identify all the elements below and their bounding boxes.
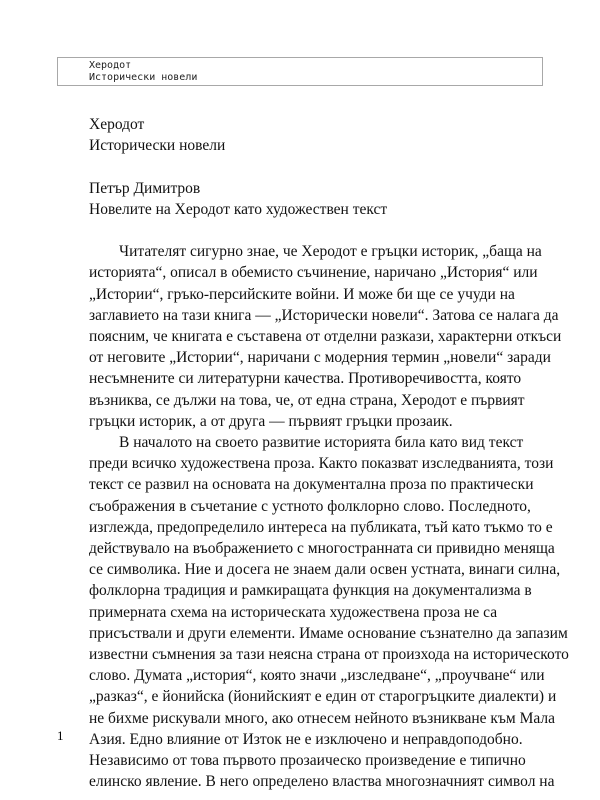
paragraph-line: преди всичко художествена проза. Както показват изследванията, този — [89, 455, 554, 473]
paragraph-line: съображения в съчетание с устното фолклорно слово. Последното, — [89, 497, 531, 515]
paragraph-2 — [89, 432, 569, 792]
body-text — [89, 241, 569, 792]
paragraph-line: изглежда, предопределило интереса на публиката, тъй като тъкмо то е — [89, 518, 553, 536]
foreword-author: Петър Димитров — [89, 179, 201, 197]
paragraph-line: поясним, че книгата е съставена от отделни разкази, характерни откъси — [89, 328, 562, 345]
document-body — [89, 114, 569, 792]
book-title: Исторически новели — [89, 137, 226, 155]
paragraph-1 — [89, 241, 562, 432]
paragraph-line: слово. Думата „история“, която значи „изследване“, „проучване“ или — [89, 667, 545, 685]
paragraph-line: известни съмнения за тази неясна страна от произхода на историческото — [89, 646, 569, 664]
paragraph-line: Независимо от това първото прозаическо произведение е типично — [89, 752, 526, 770]
paragraph-line: фолклорна традиция и рамкиращата функция на документализма в — [89, 582, 532, 600]
paragraph-line: несъмнените си литературни качества. Противоречивостта, която — [89, 370, 522, 388]
paragraph-line: примерната схема на историческата художествена проза не са — [89, 603, 498, 621]
running-header — [57, 57, 543, 86]
paragraph-line: се символика. Ние и досега не знаем дали освен устната, винаги силна, — [89, 561, 561, 579]
header-title: Исторически новели — [89, 72, 198, 83]
paragraph-line: Азия. Едно влияние от Изток не е изключено и неправдоподобно. — [89, 730, 523, 748]
book-author: Херодот — [89, 116, 145, 133]
paragraph-line: гръцки историк, а от друга — първият гръцки прозаик. — [89, 412, 453, 430]
paragraph-line: елинско явление. В него определено властва многозначният символ на — [89, 773, 555, 791]
paragraph-line: възниква, се дължи на това, че, от една страна, Херодот е първият — [89, 391, 525, 409]
paragraph-line: не бихме рискували много, ако отнесем нейното възникване към Мала — [89, 709, 556, 727]
paragraph-line: от неговите „Истории“, наричани с модерния термин „новели“ заради — [89, 349, 551, 367]
paragraph-line: действувало на въображението с многостранната си привидно меняща — [89, 540, 555, 558]
paragraph-line: В началото на своето развитие историята била като вид текст — [119, 434, 524, 452]
foreword-title: Новелите на Херодот като художествен текст — [89, 200, 388, 218]
book-heading — [89, 114, 529, 156]
paragraph-line: текст се развил на основата на документална проза по практически — [89, 476, 534, 494]
paragraph-line: „разказ“, е йонийска (йонийският е един от старогръцките диалекти) и — [89, 688, 557, 706]
page-number: 1 — [57, 728, 64, 743]
header-author: Херодот — [89, 60, 132, 71]
paragraph-line: Читателят сигурно знае, че Херодот е гръцки историк, „баща на — [119, 243, 542, 261]
paragraph-line: „Истории“, гръко-персийските войни. И може би ще се учуди на — [89, 285, 515, 303]
paragraph-line: присъствали и други елементи. Имаме основание съзнателно да запазим — [89, 624, 568, 642]
foreword-heading — [89, 178, 529, 220]
paragraph-line: заглавието на тази книга — „Исторически новели“. Затова се налага да — [89, 306, 559, 324]
paragraph-line: историята“, описал в обемисто съчинение, наричано „История“ или — [89, 264, 538, 282]
